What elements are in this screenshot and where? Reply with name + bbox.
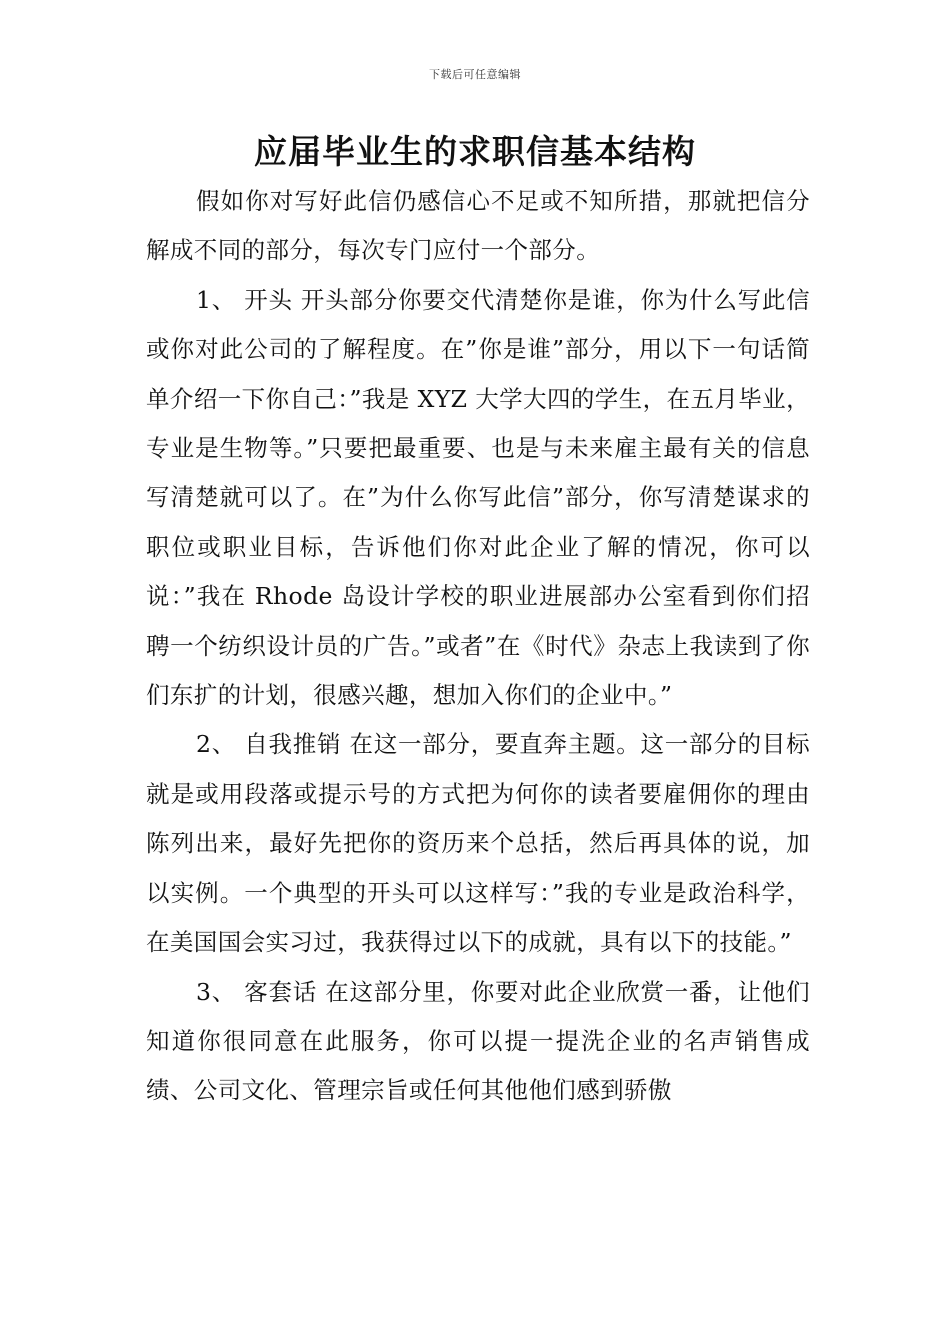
document-body xyxy=(146,177,810,1116)
section-1-opening-paragraph: 1、 开头 开头部分你要交代清楚你是谁，你为什么写此信或你对此公司的了解程度。在”你是谁”部分，用以下一句话简单介绍一下你自己：”我是 XYZ 大学大四的学生，在五月毕业，专业是生物等。”只要把最重要、也是与未来雇主最有关的信息写清楚就可以了。在”为什么你写此信”部分，你写清楚谋求的职位或职业目标，告诉他们你对此企业了解的情况，你可以说：”我在 Rhode 岛设计学校的职业进展部办公室看到你们招聘一个纺织设计员的广告。”或者”在《时代》杂志上我读到了你们东扩的计划，很感兴趣，想加入你们的企业中。” xyxy=(146,285,810,710)
document-title: 应届毕业生的求职信基本结构 xyxy=(254,132,696,171)
header-note: 下载后可任意编辑 xyxy=(429,68,521,81)
intro-paragraph: 假如你对写好此信仍感信心不足或不知所措，那就把信分解成不同的部分，每次专门应付一个部分。 xyxy=(146,187,810,265)
section-3-courtesy-paragraph: 3、 客套话 在这部分里，你要对此企业欣赏一番，让他们知道你很同意在此服务，你可以提一提洗企业的名声销售成绩、公司文化、管理宗旨或任何其他他们感到骄傲 xyxy=(146,977,810,1105)
section-2-self-promotion-paragraph: 2、 自我推销 在这一部分，要直奔主题。这一部分的目标就是或用段落或提示号的方式把为何你的读者要雇佣你的理由陈列出来，最好先把你的资历来个总括，然后再具体的说，加以实例。一个典型的开头可以这样写：”我的专业是政治科学，在美国国会实习过，我获得过以下的成就，具有以下的技能。” xyxy=(146,730,810,957)
